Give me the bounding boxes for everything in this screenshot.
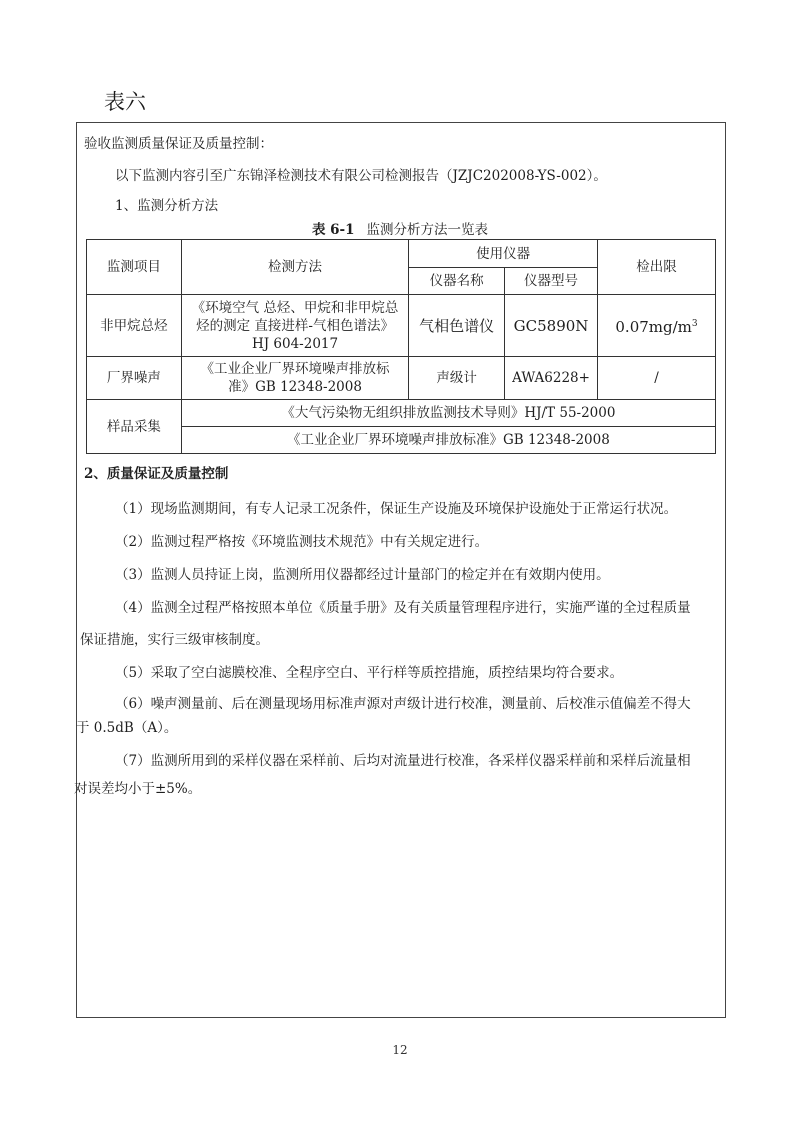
table-caption-number: 表 6-1: [311, 222, 355, 238]
cell-sampling-standard: 《大气污染物无组织排放监测技术导则》HJ/T 55-2000: [181, 400, 715, 427]
method-line: 《工业企业厂界环境噪声排放标: [200, 361, 390, 377]
methods-table: [86, 239, 716, 454]
method-line: 准》GB 12348-2008: [228, 379, 362, 395]
method-line: 《环境空气 总烃、甲烷和非甲烷总: [191, 299, 399, 316]
cell-method: [181, 357, 409, 400]
cell-instrument-name: 声级计: [409, 357, 505, 400]
header-detection-limit: 检出限: [598, 240, 716, 295]
intro-text: [115, 164, 607, 184]
method-line: HJ 604-2017: [251, 335, 339, 352]
cell-instrument-model: GC5890N: [505, 295, 598, 357]
method-line: 烃的测定 直接进样-气相色谱法》: [196, 317, 394, 334]
qc-item-continued: 对误差均小于±5%。: [74, 781, 202, 797]
section-heading: 验收监测质量保证及质量控制：: [84, 136, 273, 152]
header-instrument-name: 仪器名称: [409, 268, 505, 295]
section1-heading: 1、监测分析方法: [115, 198, 219, 214]
section2-heading: 2、质量保证及质量控制: [84, 466, 229, 482]
cell-sampling-standard: 《工业企业厂界环境噪声排放标准》GB 12348-2008: [181, 427, 715, 454]
qc-item: （4）监测全过程严格按照本单位《质量手册》及有关质量管理程序进行，实施严谨的全过程质量: [115, 600, 691, 616]
page-title: 表六: [104, 90, 146, 114]
header-method: 检测方法: [181, 240, 409, 295]
cell-detection-limit: [598, 295, 716, 357]
header-instrument: 使用仪器: [409, 240, 598, 268]
header-instrument-model: 仪器型号: [505, 268, 598, 295]
table-caption-title: 监测分析方法一览表: [366, 222, 489, 238]
qc-item: （7）监测所用到的采样仪器在采样前、后均对流量进行校准，各采样仪器采样前和采样后流量相: [115, 753, 691, 769]
qc-item-continued: 保证措施，实行三级审核制度。: [80, 632, 269, 648]
page-number: 12: [392, 1043, 408, 1057]
table-row: [87, 357, 716, 400]
table-caption: [0, 218, 800, 238]
cell-detection-limit: /: [598, 357, 716, 400]
table-header-row: [87, 240, 716, 268]
detection-limit-value: 0.07mg/m: [615, 318, 692, 336]
table-row: [87, 400, 716, 427]
table-row: [87, 427, 716, 454]
table-row: [87, 295, 716, 357]
cell-instrument-name: 气相色谱仪: [409, 295, 505, 357]
qc-item: （1）现场监测期间，有专人记录工况条件，保证生产设施及环境保护设施处于正常运行状况。: [115, 501, 678, 517]
cell-item: 非甲烷总烃: [87, 295, 182, 357]
header-item: 监测项目: [87, 240, 182, 295]
cell-instrument-model: AWA6228+: [505, 357, 598, 400]
qc-item: （2）监测过程严格按《环境监测技术规范》中有关规定进行。: [115, 534, 489, 550]
qc-item-continued: 于 0.5dB（A）。: [76, 720, 178, 736]
qc-item: （6）噪声测量前、后在测量现场用标准声源对声级计进行校准，测量前、后校准示值偏差不得大: [115, 696, 691, 712]
qc-item: （5）采取了空白滤膜校准、全程序空白、平行样等质控措施，质控结果均符合要求。: [115, 665, 624, 681]
detection-limit-exponent: 3: [691, 319, 698, 329]
cell-item: 厂界噪声: [87, 357, 182, 400]
intro-text-content: 以下监测内容引至广东锦泽检测技术有限公司检测报告（JZJC202008-YS-002）。: [115, 168, 607, 184]
qc-item: （3）监测人员持证上岗，监测所用仪器都经过计量部门的检定并在有效期内使用。: [115, 567, 610, 583]
cell-method: [181, 295, 409, 357]
cell-item: 样品采集: [87, 400, 182, 454]
